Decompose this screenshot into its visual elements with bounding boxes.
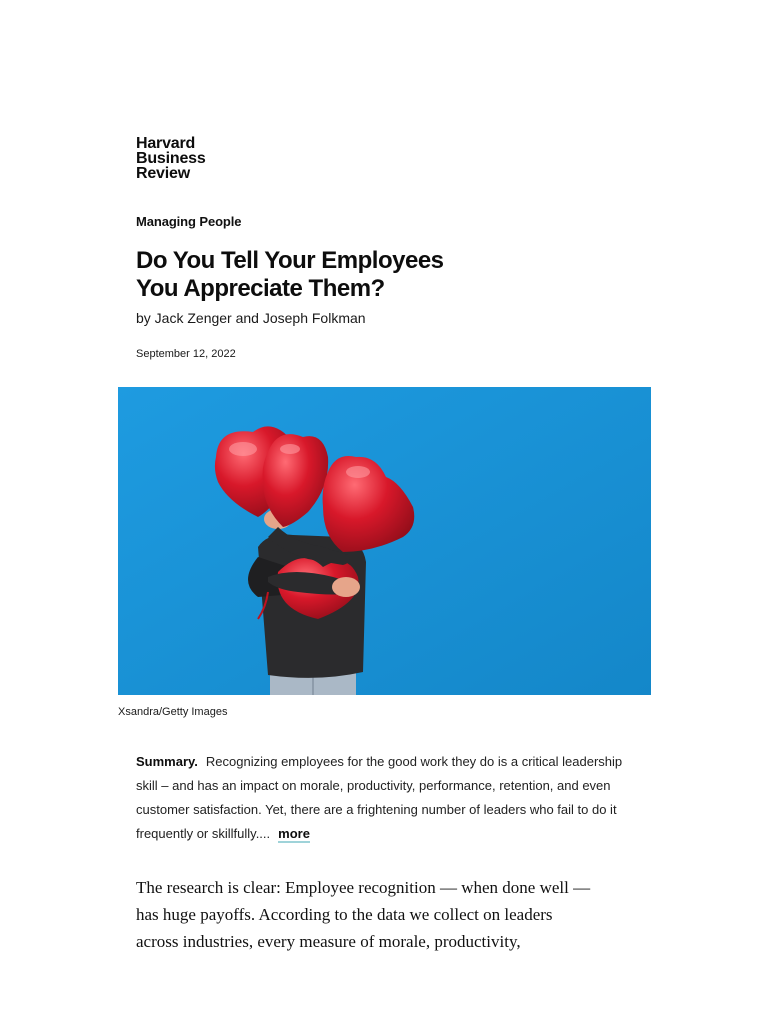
publish-date: September 12, 2022 <box>136 348 236 360</box>
article-summary <box>136 750 626 846</box>
hero-photo-illustration <box>118 387 651 695</box>
article-body <box>136 874 636 955</box>
hero-image <box>118 387 651 695</box>
hbr-logo[interactable] <box>136 136 256 181</box>
more-link[interactable]: more <box>278 826 310 841</box>
body-line-1: The research is clear: Employee recognition — when done well — <box>136 878 591 897</box>
hand <box>332 577 360 597</box>
logo-line-1: Harvard <box>136 135 196 152</box>
article-title <box>136 247 556 303</box>
byline: by Jack Zenger and Joseph Folkman <box>136 310 366 326</box>
image-credit: Xsandra/Getty Images <box>118 706 228 718</box>
body-line-2: has huge payoffs. According to the data we collect on leaders <box>136 905 553 924</box>
body-line-3: across industries, every measure of morale, productivity, <box>136 932 521 951</box>
title-line-1: Do You Tell Your Employees <box>136 247 444 274</box>
logo-line-2: Business <box>136 150 206 167</box>
summary-label: Summary. <box>136 754 198 769</box>
topic-link[interactable]: Managing People <box>136 214 242 229</box>
logo-line-3: Review <box>136 165 190 182</box>
title-line-2: You Appreciate Them? <box>136 275 385 302</box>
summary-text: Recognizing employees for the good work they do is a critical leadership skill – and has an impact on morale, productivity, performance, retention, and even customer satisfaction. Yet, there are a frightening number of leaders who fail to do it frequently or skillfully.... <box>136 754 623 841</box>
